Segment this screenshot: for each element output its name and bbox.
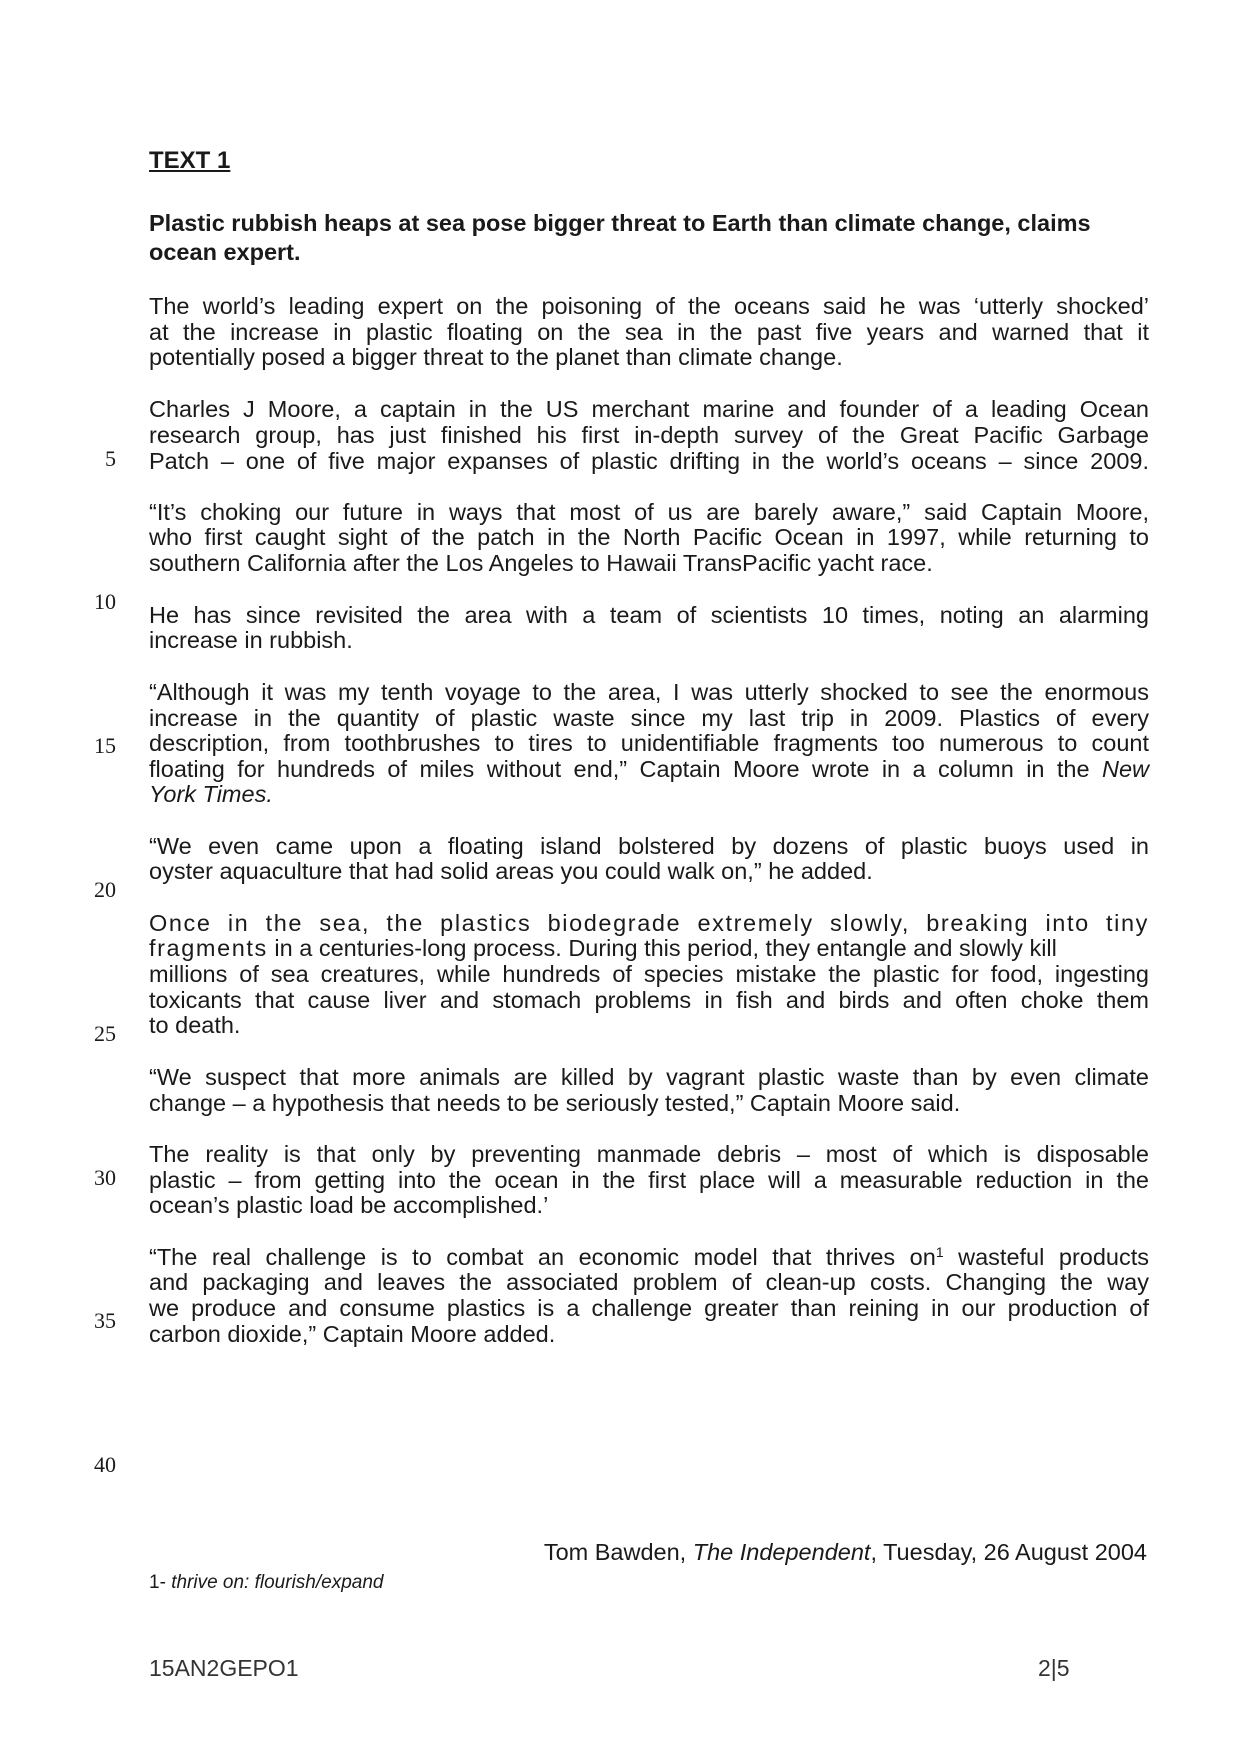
footnote-number: 1-: [149, 1572, 172, 1593]
line-number: 25: [94, 1021, 116, 1046]
body-line: “We suspect that more animals are killed by vagrant plastic waste than by even climate: [149, 1064, 1149, 1090]
line-number: 40: [94, 1452, 116, 1477]
body-line: York Times.: [149, 781, 273, 807]
body-line: increase in the quantity of plastic waste since my last trip in 2009. Plastics of every: [149, 705, 1149, 731]
body-line: Patch – one of five major expanses of plastic drifting in the world’s oceans – since 2009.: [149, 448, 1149, 474]
body-line: “Although it was my tenth voyage to the area, I was utterly shocked to see the enormous: [149, 679, 1149, 705]
body-text: floating for hundreds of miles without end,” Captain Moore wrote in a column in the: [149, 756, 1090, 782]
page-number: 2|5: [1038, 1655, 1070, 1681]
body-text: wasteful products: [958, 1244, 1150, 1270]
line-number: 20: [94, 877, 116, 902]
body-line: at the increase in plastic floating on the sea in the past five years and warned that it: [149, 319, 1149, 345]
source-author: Tom Bawden,: [543, 1539, 693, 1565]
body-line: who first caught sight of the patch in the North Pacific Ocean in 1997, while returning to: [149, 524, 1149, 550]
body-line: Once in the sea, the plastics biodegrade extremely slowly, breaking into tiny: [149, 910, 1149, 936]
line-number: 30: [94, 1165, 116, 1190]
exam-code: 15AN2GEPO1: [149, 1655, 299, 1681]
newspaper-name: New: [1101, 756, 1149, 782]
headline: Plastic rubbish heaps at sea pose bigger threat to Earth than climate change, claims ocean expert.: [149, 210, 1091, 265]
body-line: change – a hypothesis that needs to be seriously tested,” Captain Moore said.: [149, 1090, 961, 1116]
source-citation: [544, 1538, 1147, 1567]
line-number: 10: [94, 589, 116, 614]
body-line: “We even came upon a floating island bolstered by dozens of plastic buoys used in: [149, 833, 1149, 859]
body-line: Charles J Moore, a captain in the US merchant marine and founder of a leading Ocean: [149, 396, 1149, 422]
body-line: toxicants that cause liver and stomach problems in fish and birds and often choke them: [149, 987, 1149, 1013]
source-date: , Tuesday, 26 August 2004: [870, 1539, 1147, 1565]
body-line: research group, has just finished his first in-depth survey of the Great Pacific Garbage: [149, 422, 1149, 448]
body-line: to death.: [149, 1012, 241, 1038]
body-text: in a centuries-long process. During this period, they entangle and slowly kill: [274, 935, 1057, 961]
body-line: The reality is that only by preventing manmade debris – most of which is disposable: [149, 1141, 1149, 1167]
footnote-marker: 1: [935, 1244, 944, 1260]
source-publication: The Independent: [692, 1539, 871, 1565]
body-text: fragments: [149, 935, 268, 961]
body-line: [149, 934, 1149, 963]
line-number: 35: [94, 1308, 116, 1333]
body-line: potentially posed a bigger threat to the planet than climate change.: [149, 344, 843, 370]
footnote: [149, 1571, 383, 1595]
text-label: TEXT 1: [149, 147, 231, 174]
body-line: millions of sea creatures, while hundreds of species mistake the plastic for food, ingesting: [149, 961, 1149, 987]
line-number: 5: [105, 446, 116, 471]
body-line: He has since revisited the area with a team of scientists 10 times, noting an alarming: [149, 602, 1149, 628]
body-line: oyster aquaculture that had solid areas you could walk on,” he added.: [149, 858, 873, 884]
body-line: increase in rubbish.: [149, 627, 353, 653]
body-line: description, from toothbrushes to tires to unidentifiable fragments too numerous to count: [149, 730, 1149, 756]
body-line: we produce and consume plastics is a challenge greater than reining in our production of: [149, 1295, 1149, 1321]
body-line: ocean’s plastic load be accomplished.’: [149, 1192, 549, 1218]
body-line: and packaging and leaves the associated problem of clean-up costs. Changing the way: [149, 1269, 1149, 1295]
footnote-text: thrive on: flourish/expand: [171, 1572, 384, 1593]
body-line: “It’s choking our future in ways that most of us are barely aware,” said Captain Moore,: [149, 499, 1149, 525]
body-text: “The real challenge is to combat an economic model that thrives on: [149, 1244, 936, 1270]
body-line: The world’s leading expert on the poisoning of the oceans said he was ‘utterly shocked’: [149, 293, 1149, 319]
line-number: 15: [94, 733, 116, 758]
body-line: southern California after the Los Angeles to Hawaii TransPacific yacht race.: [149, 550, 933, 576]
body-line: plastic – from getting into the ocean in the first place will a measurable reduction in the: [149, 1167, 1149, 1193]
body-line: carbon dioxide,” Captain Moore added.: [149, 1321, 556, 1347]
